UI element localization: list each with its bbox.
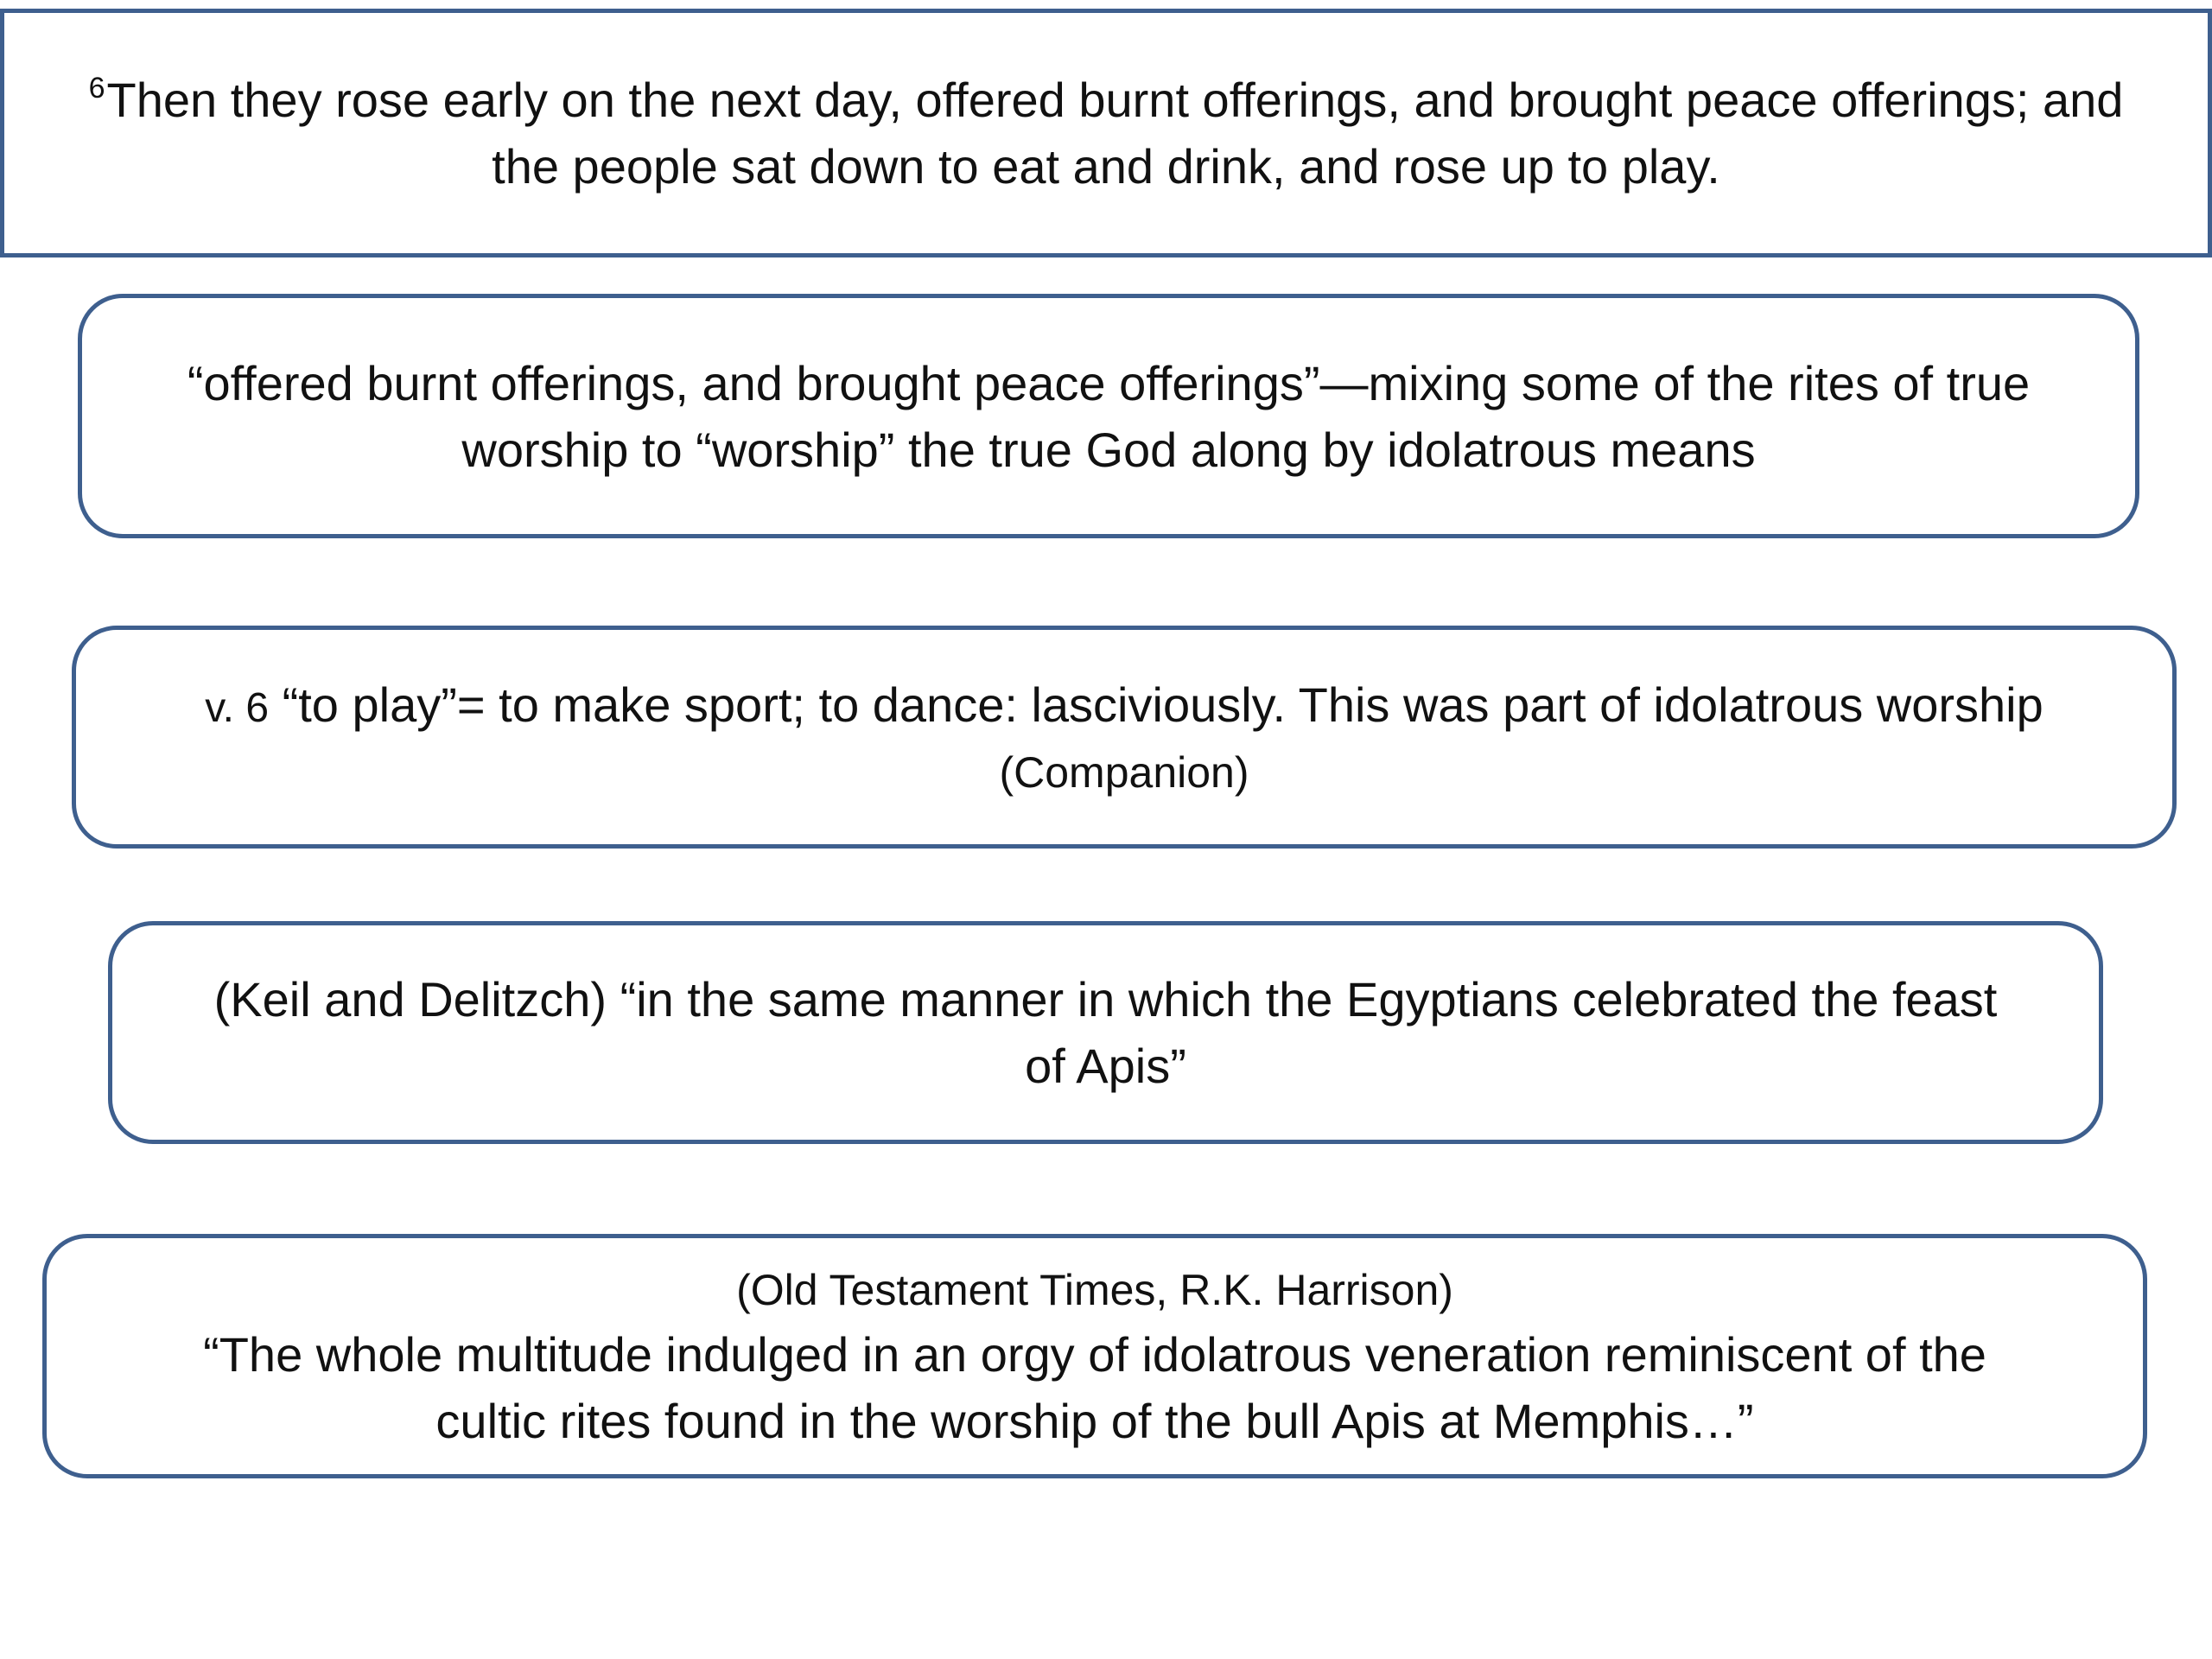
harrison-note-line-2: cultic rites found in the worship of the bull Apis at Memphis…” <box>435 1393 1754 1448</box>
play-note-line-1-text: “to play”= to make sport; to dance: lasciviously. This was part of idolatrous worship <box>269 677 2044 732</box>
harrison-note-line-1: “The whole multitude indulged in an orgy of idolatrous veneration reminiscent of the <box>203 1326 1986 1382</box>
verse-line-2: the people sat down to eat and drink, and rose up to play. <box>492 139 1720 194</box>
offerings-note-box <box>78 294 2139 538</box>
keil-note-line-2: of Apis” <box>1025 1039 1186 1093</box>
offerings-note-line-1: “offered burnt offerings, and brought peace offerings”—mixing some of the rites of true <box>187 355 2031 410</box>
keil-note-box <box>108 921 2103 1144</box>
verse-box <box>0 9 2212 257</box>
harrison-note-source: (Old Testament Times, R.K. Harrison) <box>736 1265 1453 1314</box>
play-note-line-1 <box>205 671 2044 741</box>
verse-number: 6 <box>88 72 105 105</box>
play-note-verse-ref: v. 6 <box>205 684 270 731</box>
play-note-source: (Companion) <box>999 747 1249 797</box>
verse-line-1 <box>89 67 2124 133</box>
harrison-note-box <box>42 1234 2147 1478</box>
verse-line-1-text: Then they rose early on the next day, offered burnt offerings, and brought peace offerings; and <box>106 73 2124 127</box>
play-note-box <box>72 626 2177 849</box>
offerings-note-line-2: worship to “worship” the true God along by idolatrous means <box>461 422 1756 477</box>
keil-note-line-1: (Keil and Delitzch) “in the same manner in which the Egyptians celebrated the feast <box>213 972 1998 1027</box>
